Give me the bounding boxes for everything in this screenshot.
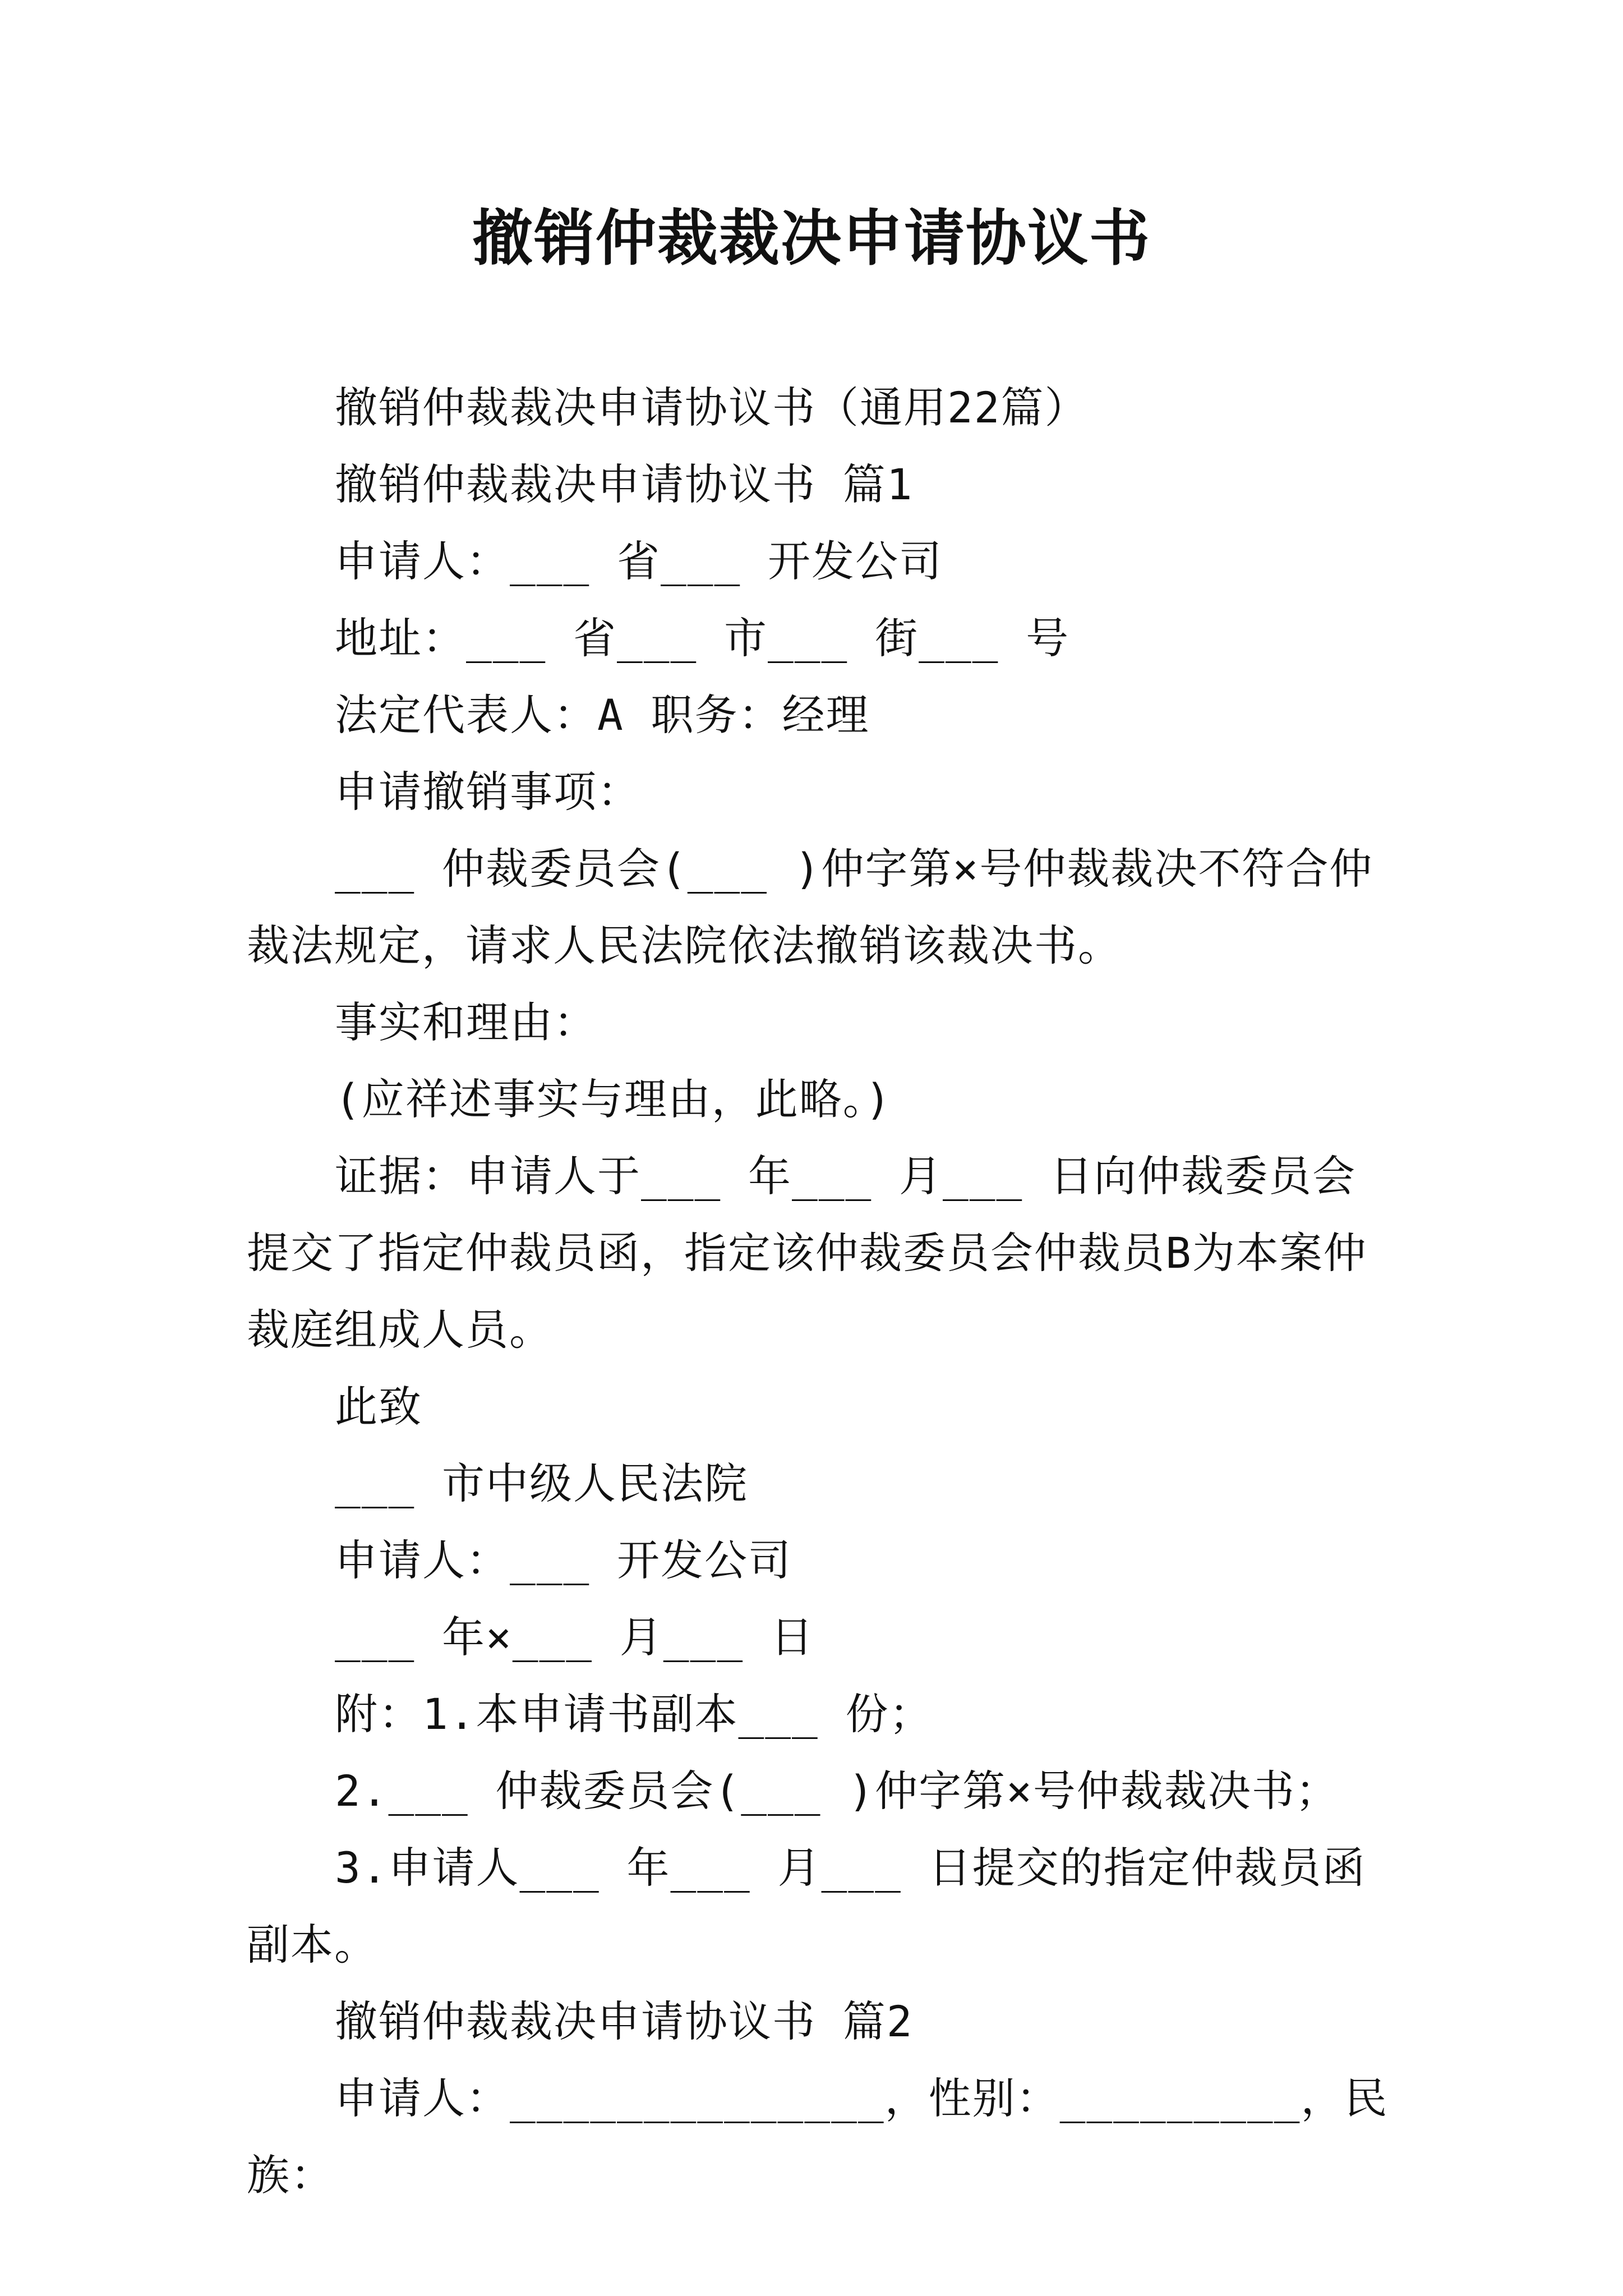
section-heading-2: 撤销仲裁裁决申请协议书 篇2: [335, 1996, 914, 2046]
signature-date: ___ 年×___ 月___ 日: [335, 1612, 814, 1662]
applicant-info-line: 申请人：______________，性别：_________，民族：: [247, 2073, 1389, 2200]
signature-applicant: 申请人：___ 开发公司: [335, 1535, 792, 1585]
attachment-3: 3.申请人___ 年___ 月___ 日提交的指定仲裁员函副本。: [247, 1843, 1366, 1970]
collection-heading: 撤销仲裁裁决申请协议书（通用22篇）: [335, 383, 1089, 432]
attachment-2: 2.___ 仲裁委员会(___ )仲字第×号仲裁裁决书；: [335, 1766, 1339, 1816]
court-name: ___ 市中级人民法院: [335, 1458, 749, 1508]
facts-reasons-text: (应祥述事实与理由，此略。): [335, 1074, 892, 1124]
facts-reasons-heading: 事实和理由：: [335, 997, 597, 1047]
document-title: 撤销仲裁裁决申请协议书: [472, 203, 1151, 274]
evidence-text: 证据：申请人于___ 年___ 月___ 日向仲裁委员会提交了指定仲裁员函，指定该仲裁委员会仲裁员B为本案仲裁庭组成人员。: [247, 1151, 1367, 1355]
document-body: [247, 369, 1391, 2214]
legal-representative-line: 法定代表人：A 职务：经理: [335, 690, 870, 740]
revocation-items-heading: 申请撤销事项：: [335, 767, 641, 817]
section-heading-1: 撤销仲裁裁决申请协议书 篇1: [335, 459, 914, 509]
applicant-line: 申请人：___ 省___ 开发公司: [335, 536, 943, 586]
address-line: 地址：___ 省___ 市___ 街___ 号: [335, 613, 1070, 663]
revocation-items-text: ___ 仲裁委员会(___ )仲字第×号仲裁裁决不符合仲裁法规定，请求人民法院依法撤销该裁决书。: [247, 844, 1373, 970]
salutation: 此致: [335, 1382, 422, 1432]
attachment-1: 附：1.本申请书副本___ 份；: [335, 1689, 933, 1739]
